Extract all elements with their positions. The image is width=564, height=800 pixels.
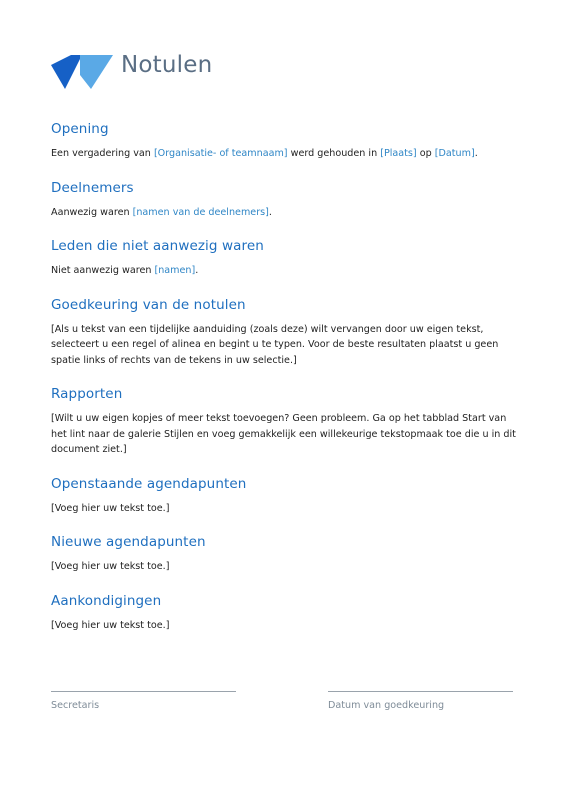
section-afwezig	[51, 238, 521, 279]
text: op	[416, 148, 435, 159]
document-title: Notulen	[121, 52, 213, 78]
paragraph-deelnemers	[51, 205, 521, 221]
paragraph-goedkeuring[interactable]: [Als u tekst van een tijdelijke aanduiding (zoals deze) wilt vervangen door uw eigen tekst, selecteert u een regel of alinea en begint u te typen. Voor de beste resultaten plaatst u geen spatie links of rechts van de tekens in uw selectie.]	[51, 323, 499, 366]
section-goedkeuring	[51, 297, 521, 369]
text: .	[474, 148, 478, 159]
logo-dark-shape	[51, 55, 82, 89]
section-nieuw	[51, 534, 521, 575]
section-openstaand	[51, 476, 521, 517]
paragraph-aankondigingen[interactable]: [Voeg hier uw tekst toe.]	[51, 619, 170, 631]
signature-secretary	[51, 691, 236, 711]
placeholder-participants[interactable]: [namen van de deelnemers]	[132, 206, 269, 218]
logo-light-shape	[80, 55, 113, 89]
text: .	[195, 265, 199, 276]
placeholder-names[interactable]: [namen]	[154, 265, 196, 276]
signature-label-approval-date: Datum van goedkeuring	[328, 700, 445, 711]
text: Niet aanwezig waren	[51, 265, 155, 276]
heading-opening: Opening	[51, 121, 109, 137]
signature-label-secretary: Secretaris	[51, 700, 100, 711]
text: Aanwezig waren	[51, 206, 133, 218]
document-body	[51, 121, 521, 651]
text: Een vergadering van	[51, 148, 154, 159]
paragraph-rapporten[interactable]: [Wilt u uw eigen kopjes of meer tekst toevoegen? Geen probleem. Ga op het tabblad Start van het lint naar de galerie Stijlen en voeg gemakkelijk een willekeurige tekstopmaak toe die u in dit document ziet.]	[51, 413, 516, 455]
heading-deelnemers: Deelnemers	[51, 179, 134, 196]
paragraph-nieuw[interactable]: [Voeg hier uw tekst toe.]	[51, 561, 170, 572]
heading-nieuw: Nieuwe agendapunten	[51, 534, 206, 550]
placeholder-place[interactable]: [Plaats]	[380, 148, 417, 159]
heading-afwezig: Leden die niet aanwezig waren	[51, 238, 264, 254]
placeholder-date[interactable]: [Datum]	[434, 148, 475, 159]
heading-rapporten: Rapporten	[51, 386, 123, 402]
paragraph-afwezig	[51, 263, 521, 279]
paragraph-opening	[51, 146, 521, 162]
heading-openstaand: Openstaande agendapunten	[51, 475, 247, 492]
section-rapporten	[51, 386, 521, 458]
signature-line	[328, 691, 513, 692]
placeholder-organisation[interactable]: [Organisatie- of teamnaam]	[153, 148, 288, 159]
section-aankondigingen	[51, 593, 521, 634]
logo-icon	[51, 55, 113, 89]
section-opening	[51, 121, 521, 162]
text: .	[268, 206, 272, 218]
signature-approval-date	[328, 691, 513, 711]
section-deelnemers	[51, 180, 521, 221]
signature-line	[51, 691, 236, 692]
heading-aankondigingen: Aankondigingen	[51, 592, 162, 609]
text: werd gehouden in	[287, 148, 381, 159]
heading-goedkeuring: Goedkeuring van de notulen	[51, 296, 246, 313]
paragraph-openstaand[interactable]: [Voeg hier uw tekst toe.]	[51, 502, 170, 514]
